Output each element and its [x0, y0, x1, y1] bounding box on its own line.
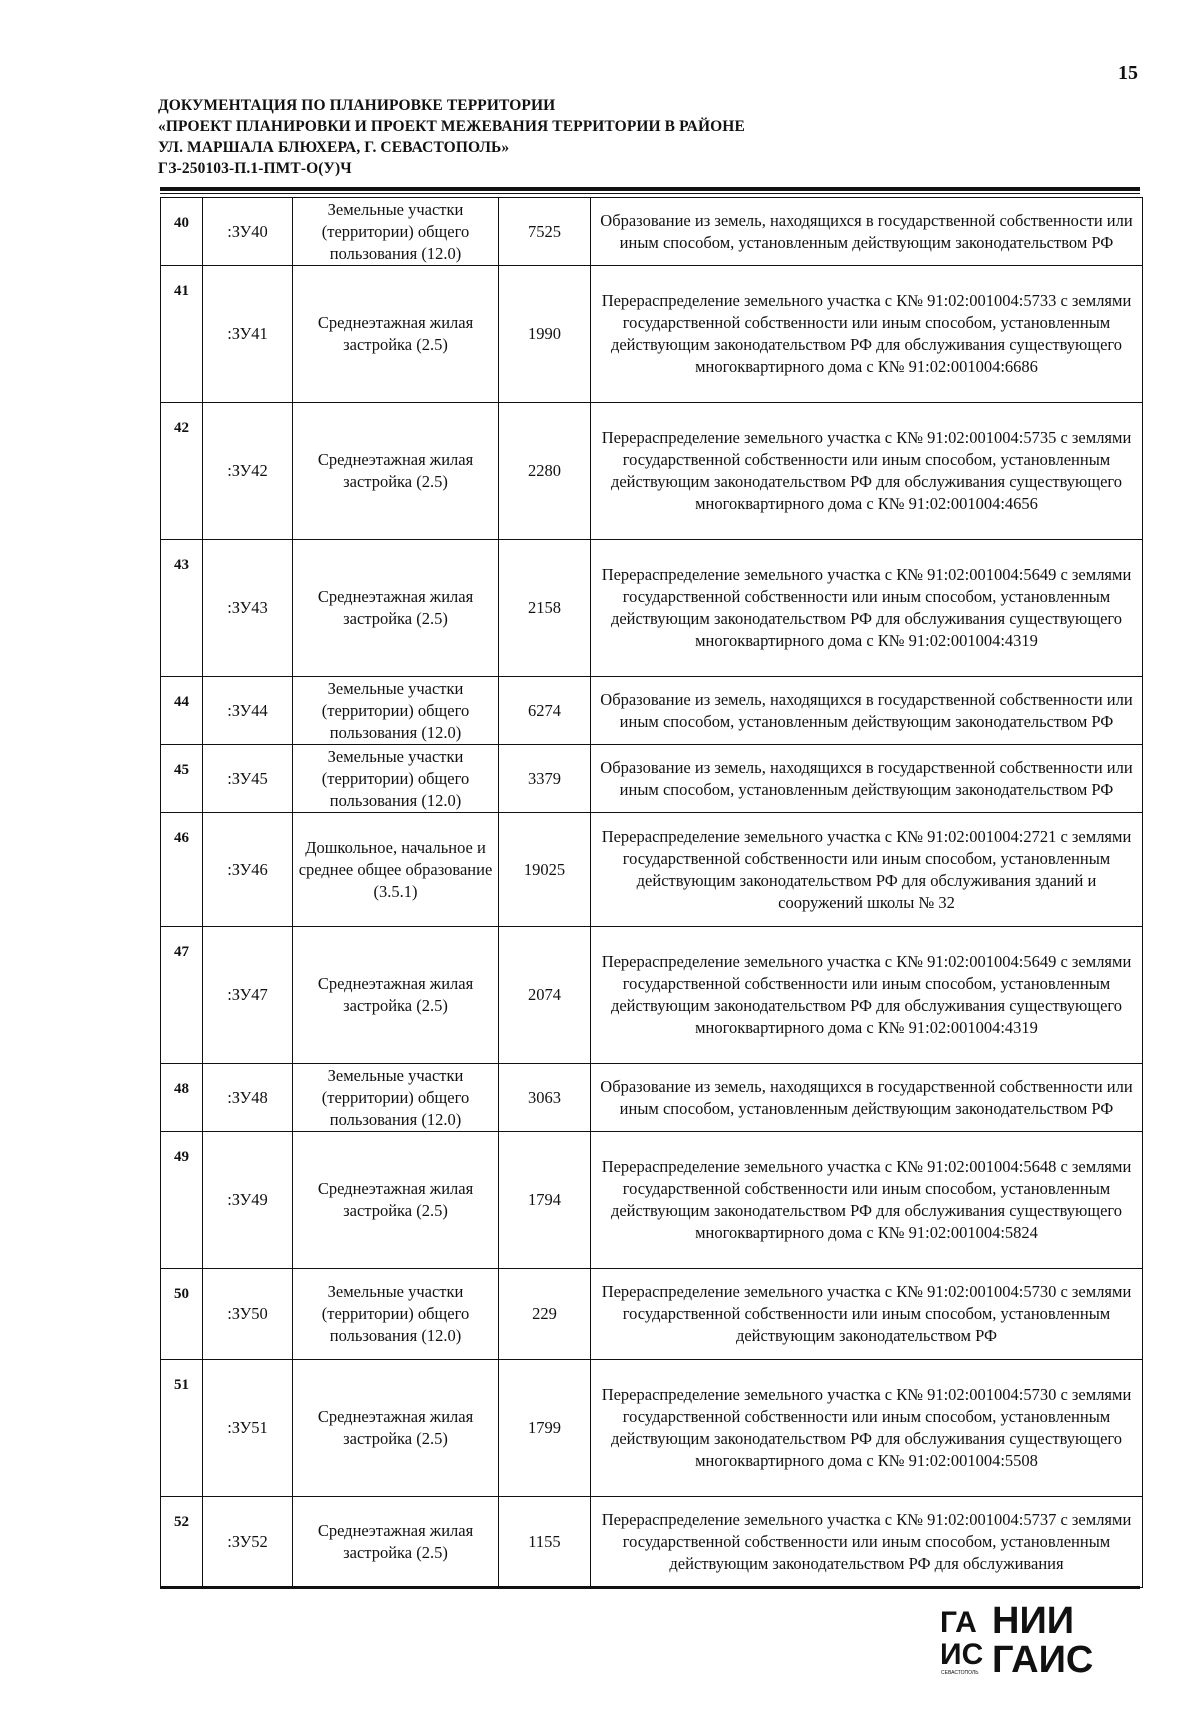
footer-rule: [160, 1586, 1140, 1589]
table-row: [161, 1360, 1143, 1497]
table-row: [161, 1064, 1143, 1132]
plot-code-cell: :ЗУ48: [203, 1064, 293, 1132]
area-cell: 229: [499, 1269, 591, 1360]
permitted-use-cell: Земельные участки (территории) общего пользования (12.0): [293, 198, 499, 266]
formation-method-cell: Образование из земель, находящихся в государственной собственности или иным способом, установленным действующим законодательством РФ: [591, 677, 1143, 745]
plot-code-cell: :ЗУ49: [203, 1132, 293, 1269]
plot-code-cell: :ЗУ50: [203, 1269, 293, 1360]
row-number-cell: 47: [161, 927, 203, 1064]
header-rule-thin: [160, 193, 1140, 194]
logo-mark-top: ГА: [940, 1606, 977, 1639]
area-cell: 1799: [499, 1360, 591, 1497]
plot-code-cell: :ЗУ43: [203, 540, 293, 677]
niigais-logo: [940, 1600, 1130, 1680]
formation-method-cell: Образование из земель, находящихся в государственной собственности или иным способом, установленным действующим законодательством РФ: [591, 1064, 1143, 1132]
permitted-use-cell: Дошкольное, начальное и среднее общее образование (3.5.1): [293, 813, 499, 927]
permitted-use-cell: Среднеэтажная жилая застройка (2.5): [293, 1132, 499, 1269]
formation-method-cell: Перераспределение земельного участка с К№ 91:02:001004:5733 с землями государственной собственности или иным способом, установленным действующим законодательством РФ для обслуживания существующего многоквартирного дома с К№ 91:02:001004:6686: [591, 266, 1143, 403]
formation-method-cell: Перераспределение земельного участка с К№ 91:02:001004:5730 с землями государственной собственности или иным способом, установленным действующим законодательством РФ для обслуживания существующего многоквартирного дома с К№ 91:02:001004:5508: [591, 1360, 1143, 1497]
table-row: [161, 540, 1143, 677]
plot-code-cell: :ЗУ52: [203, 1497, 293, 1588]
table-row: [161, 927, 1143, 1064]
row-number-cell: 40: [161, 198, 203, 266]
row-number-cell: 46: [161, 813, 203, 927]
table-row: [161, 1132, 1143, 1269]
area-cell: 3063: [499, 1064, 591, 1132]
permitted-use-cell: Среднеэтажная жилая застройка (2.5): [293, 1360, 499, 1497]
plot-code-cell: :ЗУ40: [203, 198, 293, 266]
permitted-use-cell: Земельные участки (территории) общего пользования (12.0): [293, 745, 499, 813]
area-cell: 1990: [499, 266, 591, 403]
row-number-cell: 44: [161, 677, 203, 745]
permitted-use-cell: Среднеэтажная жилая застройка (2.5): [293, 403, 499, 540]
row-number-cell: 41: [161, 266, 203, 403]
row-number-cell: 49: [161, 1132, 203, 1269]
page-number: 15: [1118, 62, 1138, 84]
table-row: [161, 1497, 1143, 1588]
area-cell: 7525: [499, 198, 591, 266]
row-number-cell: 45: [161, 745, 203, 813]
plot-code-cell: :ЗУ51: [203, 1360, 293, 1497]
area-cell: 19025: [499, 813, 591, 927]
permitted-use-cell: Земельные участки (территории) общего пользования (12.0): [293, 1269, 499, 1360]
table-row: [161, 198, 1143, 266]
header-line-1: ДОКУМЕНТАЦИЯ ПО ПЛАНИРОВКЕ ТЕРРИТОРИИ: [158, 97, 556, 114]
logo-text-bottom: ГАИС: [992, 1639, 1094, 1680]
header-line-2: «ПРОЕКТ ПЛАНИРОВКИ И ПРОЕКТ МЕЖЕВАНИЯ ТЕРРИТОРИИ В РАЙОНЕ: [158, 118, 745, 135]
formation-method-cell: Перераспределение земельного участка с К№ 91:02:001004:5735 с землями государственной собственности или иным способом, установленным действующим законодательством РФ для обслуживания существующего многоквартирного дома с К№ 91:02:001004:4656: [591, 403, 1143, 540]
row-number-cell: 51: [161, 1360, 203, 1497]
formation-method-cell: Перераспределение земельного участка с К№ 91:02:001004:5649 с землями государственной собственности или иным способом, установленным действующим законодательством РФ для обслуживания существующего многоквартирного дома с К№ 91:02:001004:4319: [591, 927, 1143, 1064]
permitted-use-cell: Среднеэтажная жилая застройка (2.5): [293, 266, 499, 403]
area-cell: 6274: [499, 677, 591, 745]
formation-method-cell: Перераспределение земельного участка с К№ 91:02:001004:5737 с землями государственной собственности или иным способом, установленным действующим законодательством РФ для обслуживания: [591, 1497, 1143, 1588]
area-cell: 1155: [499, 1497, 591, 1588]
formation-method-cell: Перераспределение земельного участка с К№ 91:02:001004:5649 с землями государственной собственности или иным способом, установленным действующим законодательством РФ для обслуживания существующего многоквартирного дома с К№ 91:02:001004:4319: [591, 540, 1143, 677]
table-row: [161, 745, 1143, 813]
plot-code-cell: :ЗУ45: [203, 745, 293, 813]
formation-method-cell: Образование из земель, находящихся в государственной собственности или иным способом, установленным действующим законодательством РФ: [591, 745, 1143, 813]
plot-code-cell: :ЗУ42: [203, 403, 293, 540]
area-cell: 2158: [499, 540, 591, 677]
formation-method-cell: Перераспределение земельного участка с К№ 91:02:001004:5648 с землями государственной собственности или иным способом, установленным действующим законодательством РФ для обслуживания существующего многоквартирного дома с К№ 91:02:001004:5824: [591, 1132, 1143, 1269]
table-row: [161, 677, 1143, 745]
permitted-use-cell: Среднеэтажная жилая застройка (2.5): [293, 927, 499, 1064]
row-number-cell: 50: [161, 1269, 203, 1360]
header-rule-thick: [160, 187, 1140, 191]
area-cell: 1794: [499, 1132, 591, 1269]
area-cell: 3379: [499, 745, 591, 813]
formation-method-cell: Образование из земель, находящихся в государственной собственности или иным способом, установленным действующим законодательством РФ: [591, 198, 1143, 266]
area-cell: 2074: [499, 927, 591, 1064]
table-row: [161, 813, 1143, 927]
plot-code-cell: :ЗУ46: [203, 813, 293, 927]
plot-code-cell: :ЗУ44: [203, 677, 293, 745]
permitted-use-cell: Среднеэтажная жилая застройка (2.5): [293, 540, 499, 677]
table-row: [161, 1269, 1143, 1360]
land-plots-table: [160, 197, 1143, 1588]
permitted-use-cell: Среднеэтажная жилая застройка (2.5): [293, 1497, 499, 1588]
formation-method-cell: Перераспределение земельного участка с К№ 91:02:001004:2721 с землями государственной собственности или иным способом, установленным действующим законодательством РФ для обслуживания зданий и сооружений школы № 32: [591, 813, 1143, 927]
header-line-3: УЛ. МАРШАЛА БЛЮХЕРА, Г. СЕВАСТОПОЛЬ»: [158, 139, 510, 156]
document-header: [158, 95, 745, 179]
row-number-cell: 48: [161, 1064, 203, 1132]
logo-caption: СЕВАСТОПОЛЬ: [941, 1670, 979, 1676]
row-number-cell: 42: [161, 403, 203, 540]
table-row: [161, 266, 1143, 403]
header-line-4: ГЗ-250103-П.1-ПМТ-О(У)Ч: [158, 160, 352, 177]
permitted-use-cell: Земельные участки (территории) общего пользования (12.0): [293, 677, 499, 745]
logo-mark-bottom: ИС: [940, 1638, 984, 1671]
table-row: [161, 403, 1143, 540]
logo-text-top: НИИ: [992, 1600, 1075, 1642]
plot-code-cell: :ЗУ41: [203, 266, 293, 403]
formation-method-cell: Перераспределение земельного участка с К№ 91:02:001004:5730 с землями государственной собственности или иным способом, установленным действующим законодательством РФ: [591, 1269, 1143, 1360]
area-cell: 2280: [499, 403, 591, 540]
row-number-cell: 43: [161, 540, 203, 677]
row-number-cell: 52: [161, 1497, 203, 1588]
permitted-use-cell: Земельные участки (территории) общего пользования (12.0): [293, 1064, 499, 1132]
plot-code-cell: :ЗУ47: [203, 927, 293, 1064]
